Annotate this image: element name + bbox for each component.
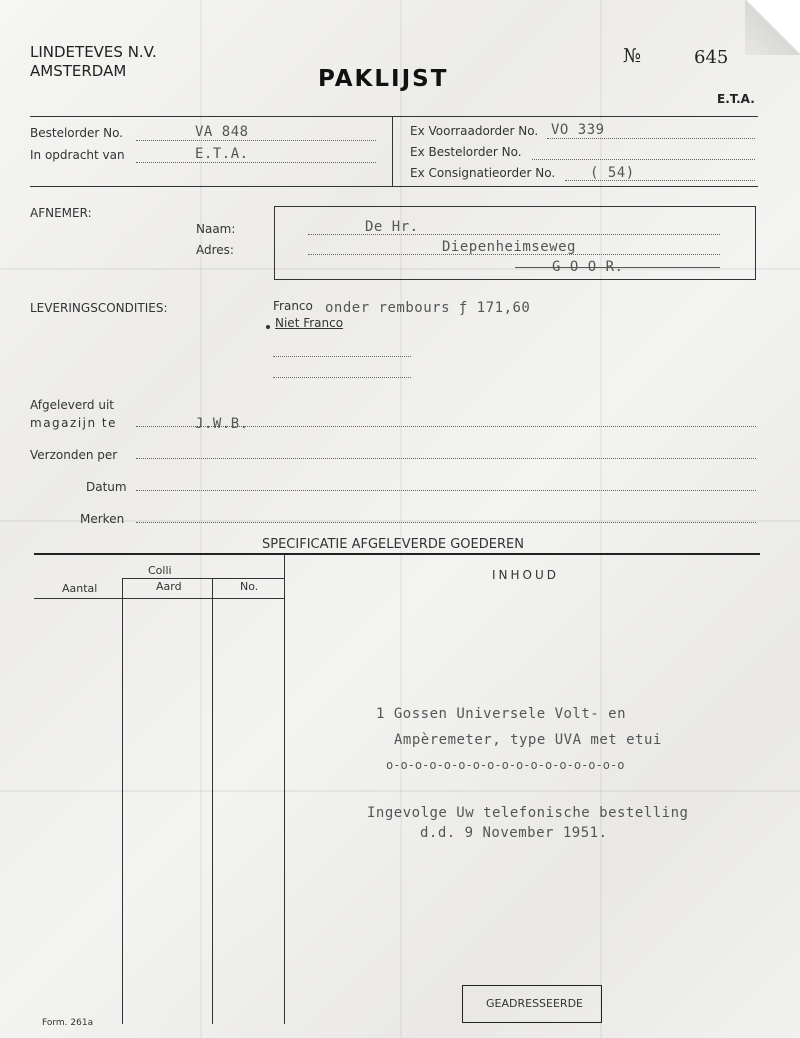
bullet-mark: [266, 325, 270, 329]
paper-fold: [400, 0, 402, 1038]
document-title: PAKLIJST: [318, 66, 449, 92]
bestelorder-value: VA 848: [195, 124, 249, 140]
adres-value: Diepenheimseweg: [442, 239, 576, 255]
form-number: Form. 261a: [42, 1018, 94, 1028]
company-name: LINDETEVES N.V.: [30, 43, 157, 61]
levering-value: onder rembours ƒ 171,60: [325, 300, 531, 316]
dotted-line: [532, 159, 755, 160]
dotted-line: [273, 377, 411, 378]
plaats-value: G O O R.: [552, 259, 624, 275]
folded-corner: [745, 0, 800, 55]
column-line: [284, 555, 285, 1024]
voorraadorder-label: Ex Voorraadorder No.: [410, 124, 539, 138]
colli-rule: [122, 578, 284, 579]
aantal-header: Aantal: [62, 582, 98, 595]
naam-label: Naam:: [196, 222, 236, 236]
geadresseerde-label: GEADRESSEERDE: [486, 997, 583, 1010]
dotted-line: [547, 138, 755, 139]
eta-code: E.T.A.: [717, 92, 755, 106]
section-rule: [30, 186, 758, 187]
paper-fold: [600, 0, 602, 1038]
item-note-2: d.d. 9 November 1951.: [420, 825, 608, 841]
dotted-line: [136, 522, 756, 523]
magazijn-label: magazijn te: [30, 416, 117, 430]
item-separator: o-o-o-o-o-o-o-o-o-o-o-o-o-o-o-o-o: [386, 758, 625, 772]
number-symbol: №: [623, 45, 641, 67]
franco-option: Franco: [273, 299, 313, 313]
item-line-2: Ampèremeter, type UVA met etui: [394, 732, 662, 748]
afnemer-label: AFNEMER:: [30, 206, 92, 220]
column-line: [212, 578, 213, 1024]
order-divider: [392, 117, 393, 186]
opdracht-label: In opdracht van: [30, 148, 125, 162]
specificatie-title: SPECIFICATIE AFGELEVERDE GOEDEREN: [262, 537, 524, 552]
consignatieorder-value: ( 54): [590, 165, 635, 181]
consignatieorder-label: Ex Consignatieorder No.: [410, 166, 556, 180]
merken-label: Merken: [80, 512, 125, 526]
table-top-rule: [34, 553, 760, 555]
voorraadorder-value: VO 339: [551, 122, 605, 138]
opdracht-value: E.T.A.: [195, 146, 249, 162]
adres-label: Adres:: [196, 243, 234, 257]
column-line: [122, 578, 123, 1024]
naam-value: De Hr.: [365, 219, 419, 235]
bestelorder-label: Bestelorder No.: [30, 126, 124, 140]
dotted-line: [136, 490, 756, 491]
leveringscondities-label: LEVERINGSCONDITIES:: [30, 301, 168, 315]
paper-fold: [0, 790, 800, 792]
dotted-line: [136, 162, 376, 163]
item-line-1: 1 Gossen Universele Volt- en: [376, 706, 627, 722]
document-number: 645: [694, 47, 729, 68]
no-header: No.: [240, 580, 259, 593]
afgeleverd-label: Afgeleverd uit: [30, 398, 115, 412]
ex-bestelorder-label: Ex Bestelorder No.: [410, 145, 522, 159]
dotted-line: [273, 356, 411, 357]
niet-franco-option: Niet Franco: [275, 316, 344, 330]
afgeleverd-value: J.W.B.: [195, 416, 249, 432]
aard-header: Aard: [156, 580, 182, 593]
header-rule: [34, 598, 284, 599]
company-city: AMSTERDAM: [30, 62, 127, 80]
inhoud-header: INHOUD: [492, 568, 560, 582]
item-note-1: Ingevolge Uw telefonische bestelling: [367, 805, 689, 821]
colli-header: Colli: [148, 564, 172, 577]
dotted-line: [136, 458, 756, 459]
dotted-line: [136, 140, 376, 141]
verzonden-label: Verzonden per: [30, 448, 118, 462]
section-rule: [30, 116, 758, 117]
datum-label: Datum: [86, 480, 127, 494]
